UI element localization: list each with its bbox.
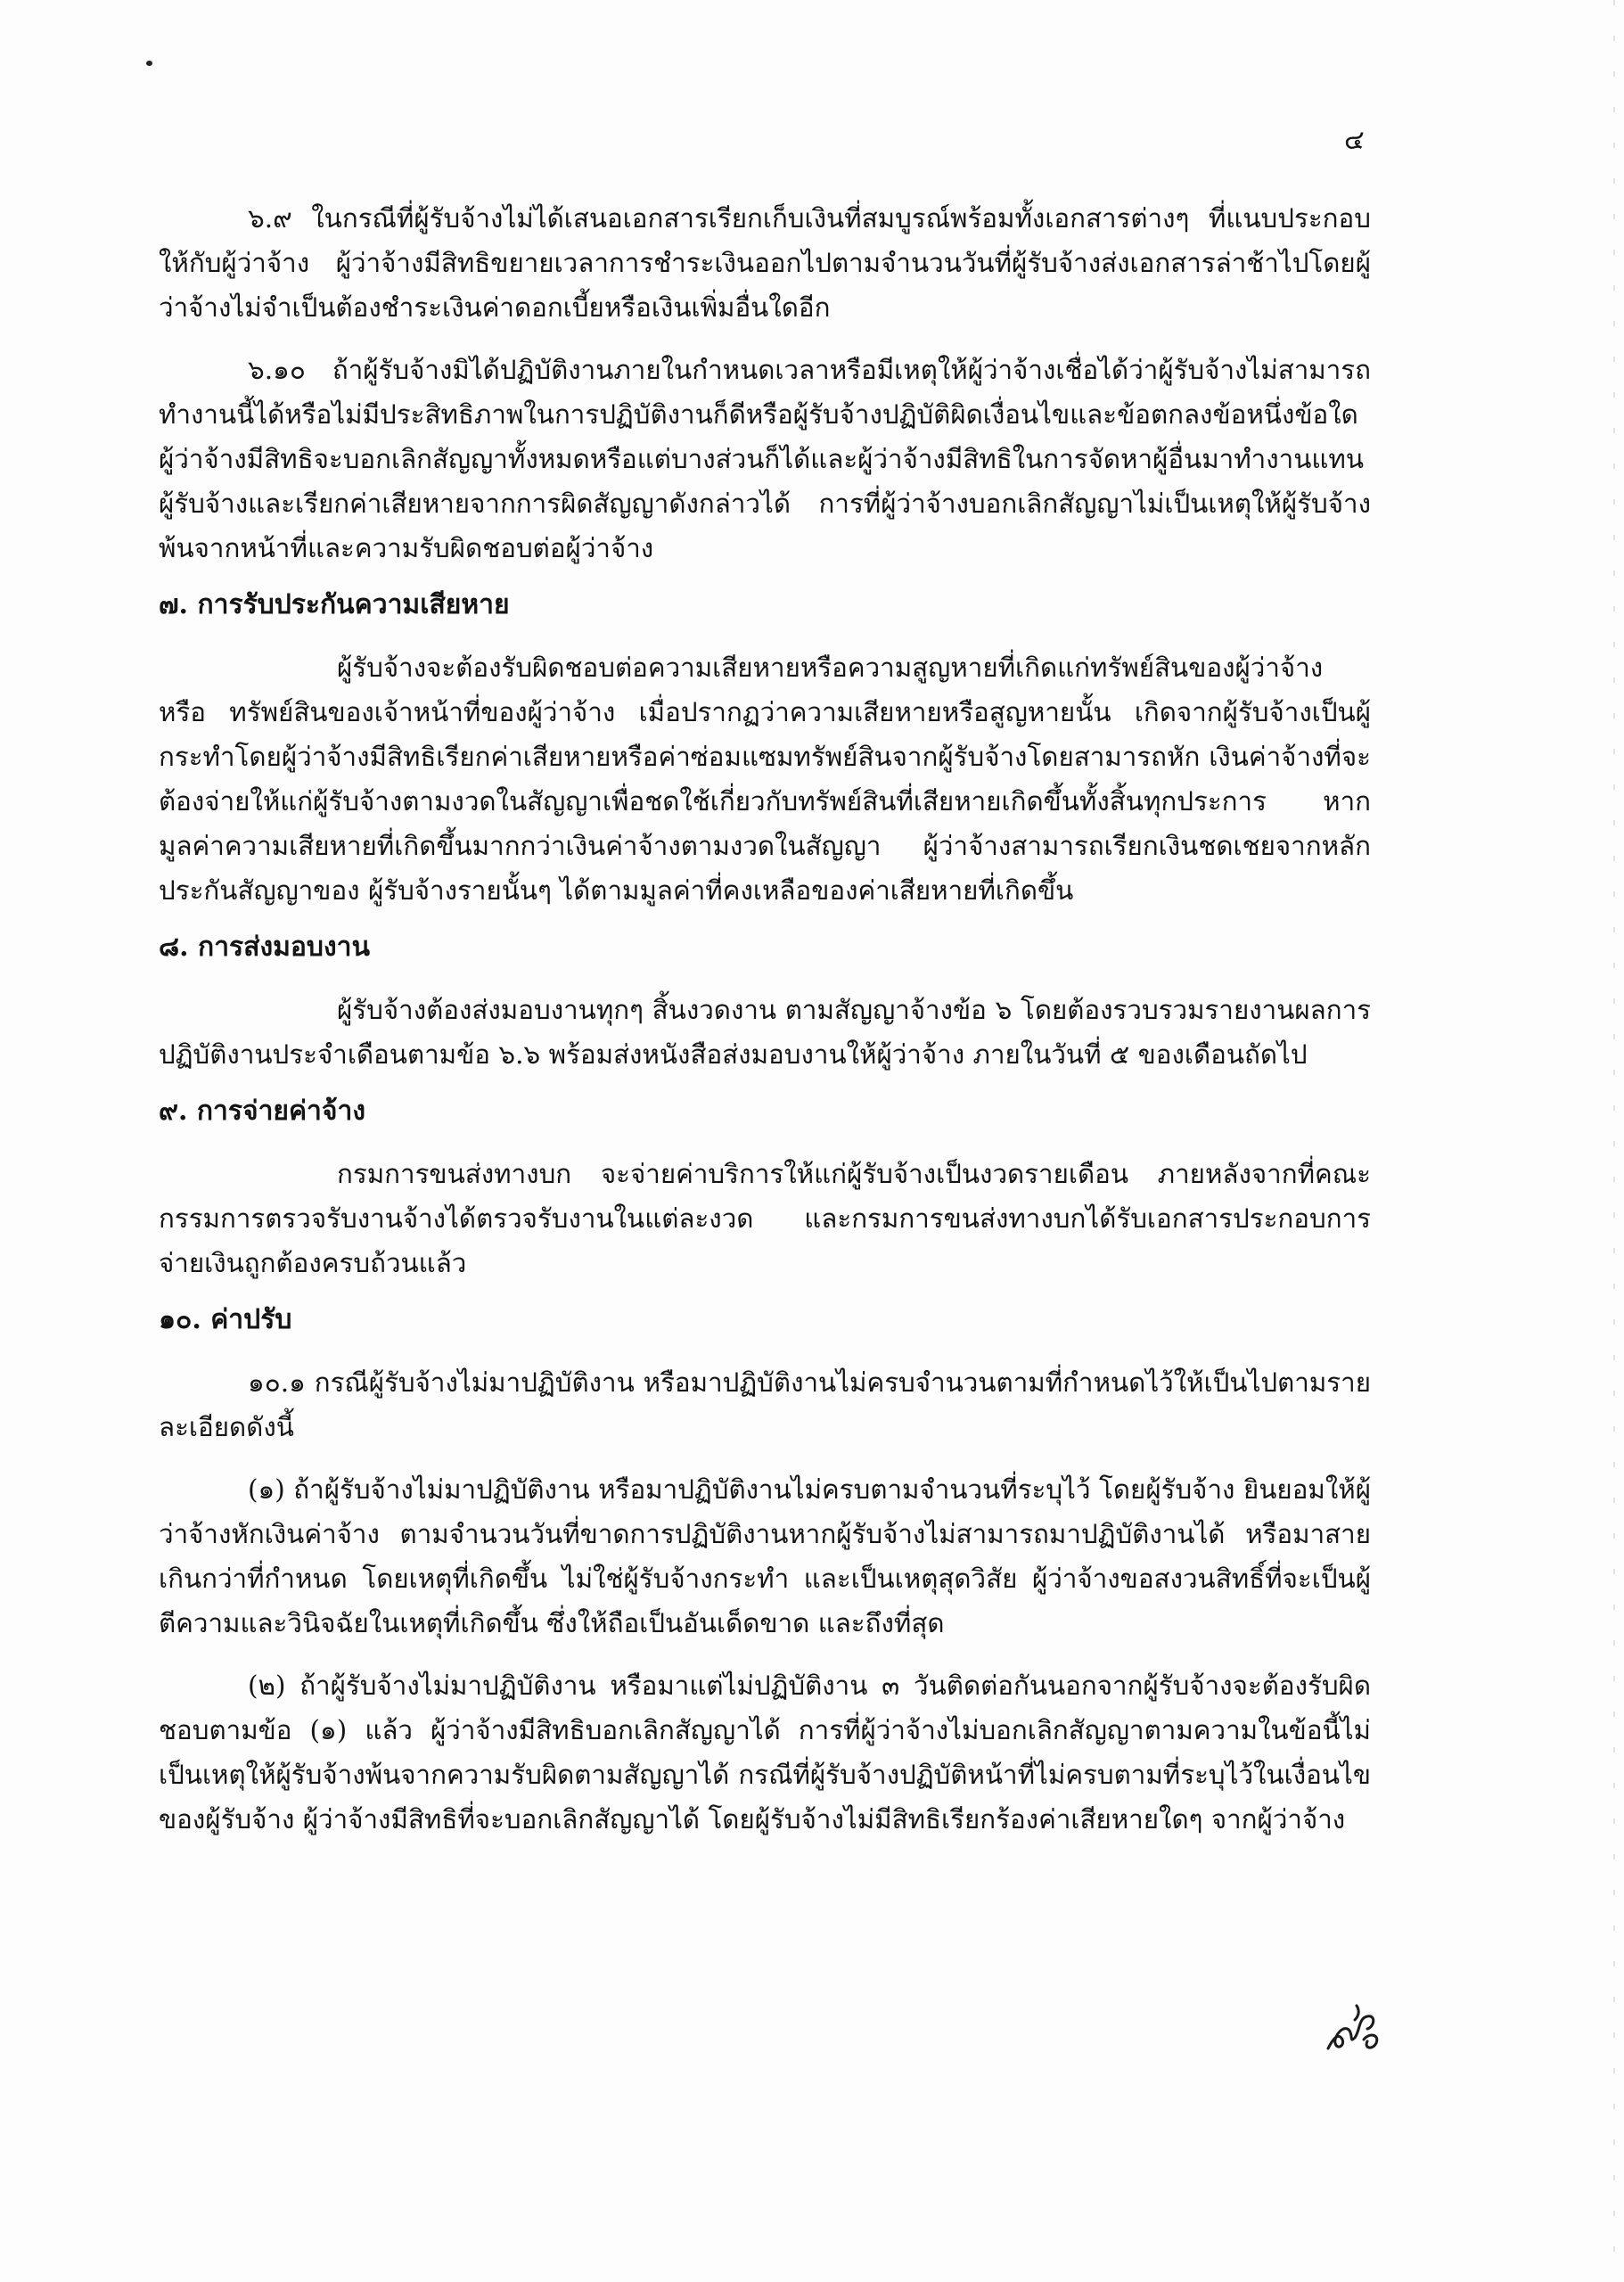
paragraph-10-1: ๑๐.๑ กรณีผู้รับจ้างไม่มาปฏิบัติงาน หรือมาปฏิบัติงานไม่ครบจำนวนตามที่กำหนดไว้ให้เป็นไปตามรายละเอียดดังนี้ <box>159 1367 1371 1442</box>
heading-section-7: ๗. การรับประกันความเสียหาย <box>159 589 510 620</box>
scan-speck <box>146 61 152 66</box>
document-body <box>159 196 1371 1842</box>
paragraph-10-1-item-1: (๑) ถ้าผู้รับจ้างไม่มาปฏิบัติงาน หรือมาปฏิบัติงานไม่ครบตามจำนวนที่ระบุไว้ โดยผู้รับจ้าง ยินยอมให้ผู้ว่าจ้างหักเงินค่าจ้าง ตามจำนวนวันที่ขาดการปฏิบัติงานหากผู้รับจ้างไม่สามารถมาปฏิบัติงานได้ หรือมาสายเกินกว่าที่กำหนด โดยเหตุที่เกิดขึ้น ไม่ใช่ผู้รับจ้างกระทำ และเป็นเหตุสุดวิสัย ผู้ว่าจ้างขอสงวนสิทธิ์ที่จะเป็นผู้ตีความและวินิจฉัยในเหตุที่เกิดขึ้น ซึ่งให้ถือเป็นอันเด็ดขาด และถึงที่สุด <box>159 1474 1371 1638</box>
heading-section-9: ๙. การจ่ายค่าจ้าง <box>159 1096 365 1127</box>
heading-section-10: ๑๐. ค่าปรับ <box>159 1304 292 1335</box>
paragraph-section-8: ผู้รับจ้างต้องส่งมอบงานทุกๆ สิ้นงวดงาน ตามสัญญาจ้างข้อ ๖ โดยต้องรวบรวมรายงานผลการปฏิบัติงานประจำเดือนตามข้อ ๖.๖ พร้อมส่งหนังสือส่งมอบงานให้ผู้ว่าจ้าง ภายในวันที่ ๕ ของเดือนถัดไป <box>159 995 1371 1070</box>
page-number: ๔ <box>1344 125 1365 156</box>
heading-section-8: ๘. การส่งมอบงาน <box>159 932 370 963</box>
paragraph-6-9: ๖.๙ ในกรณีที่ผู้รับจ้างไม่ได้เสนอเอกสารเรียกเก็บเงินที่สมบูรณ์พร้อมทั้งเอกสารต่างๆ ที่แนบประกอบให้กับผู้ว่าจ้าง ผู้ว่าจ้างมีสิทธิขยายเวลาการชำระเงินออกไปตามจำนวนวันที่ผู้รับจ้างส่งเอกสารล่าช้าไปโดยผู้ว่าจ้างไม่จำเป็นต้องชำระเงินค่าดอกเบี้ยหรือเงินเพิ่มอื่นใดอีก <box>159 203 1371 323</box>
scan-edge-artifact <box>1613 0 1615 2282</box>
paragraph-6-10: ๖.๑๐ ถ้าผู้รับจ้างมิได้ปฏิบัติงานภายในกำหนดเวลาหรือมีเหตุให้ผู้ว่าจ้างเชื่อได้ว่าผู้รับจ้างไม่สามารถทำงานนี้ได้หรือไม่มีประสิทธิภาพในการปฏิบัติงานก็ดีหรือผู้รับจ้างปฏิบัติผิดเงื่อนไขและข้อตกลงข้อหนึ่งข้อใดผู้ว่าจ้างมีสิทธิจะบอกเลิกสัญญาทั้งหมดหรือแต่บางส่วนก็ได้และผู้ว่าจ้างมีสิทธิในการจัดหาผู้อื่นมาทำงานแทนผู้รับจ้างและเรียกค่าเสียหายจากการผิดสัญญาดังกล่าวได้ การที่ผู้ว่าจ้างบอกเลิกสัญญาไม่เป็นเหตุให้ผู้รับจ้างพ้นจากหน้าที่และความรับผิดชอบต่อผู้ว่าจ้าง <box>159 355 1371 563</box>
paragraph-10-1-item-2: (๒) ถ้าผู้รับจ้างไม่มาปฏิบัติงาน หรือมาแต่ไม่ปฏิบัติงาน ๓ วันติดต่อกันนอกจากผู้รับจ้างจะต้องรับผิดชอบตามข้อ (๑) แล้ว ผู้ว่าจ้างมีสิทธิบอกเลิกสัญญาได้ การที่ผู้ว่าจ้างไม่บอกเลิกสัญญาตามความในข้อนี้ไม่เป็นเหตุให้ผู้รับจ้างพ้นจากความรับผิดตามสัญญาได้ กรณีที่ผู้รับจ้างปฏิบัติหน้าที่ไม่ครบตามที่ระบุไว้ในเงื่อนไขของผู้รับจ้าง ผู้ว่าจ้างมีสิทธิที่จะบอกเลิกสัญญาได้ โดยผู้รับจ้างไม่มีสิทธิเรียกร้องค่าเสียหายใดๆ จากผู้ว่าจ้าง <box>159 1670 1371 1835</box>
handwritten-initials-signature <box>1323 1997 1389 2063</box>
paragraph-section-9: กรมการขนส่งทางบก จะจ่ายค่าบริการให้แก่ผู้รับจ้างเป็นงวดรายเดือน ภายหลังจากที่คณะกรรมการตรวจรับงานจ้างได้ตรวจรับงานในแต่ละงวด และกรมการขนส่งทางบกได้รับเอกสารประกอบการจ่ายเงินถูกต้องครบถ้วนแล้ว <box>159 1159 1371 1278</box>
paragraph-section-7: ผู้รับจ้างจะต้องรับผิดชอบต่อความเสียหายหรือความสูญหายที่เกิดแก่ทรัพย์สินของผู้ว่าจ้าง หรือ ทรัพย์สินของเจ้าหน้าที่ของผู้ว่าจ้าง เมื่อปรากฏว่าความเสียหายหรือสูญหายนั้น เกิดจากผู้รับจ้างเป็นผู้กระทำโดยผู้ว่าจ้างมีสิทธิเรียกค่าเสียหายหรือค่าซ่อมแซมทรัพย์สินจากผู้รับจ้างโดยสามารถหัก เงินค่าจ้างที่จะต้องจ่ายให้แก่ผู้รับจ้างตามงวดในสัญญาเพื่อชดใช้เกี่ยวกับทรัพย์สินที่เสียหายเกิดขึ้นทั้งสิ้นทุกประการ หากมูลค่าความเสียหายที่เกิดขึ้นมากกว่าเงินค่าจ้างตามงวดในสัญญา ผู้ว่าจ้างสามารถเรียกเงินชดเชยจากหลักประกันสัญญาของ ผู้รับจ้างรายนั้นๆ ได้ตามมูลค่าที่คงเหลือของค่าเสียหายที่เกิดขึ้น <box>159 653 1371 906</box>
